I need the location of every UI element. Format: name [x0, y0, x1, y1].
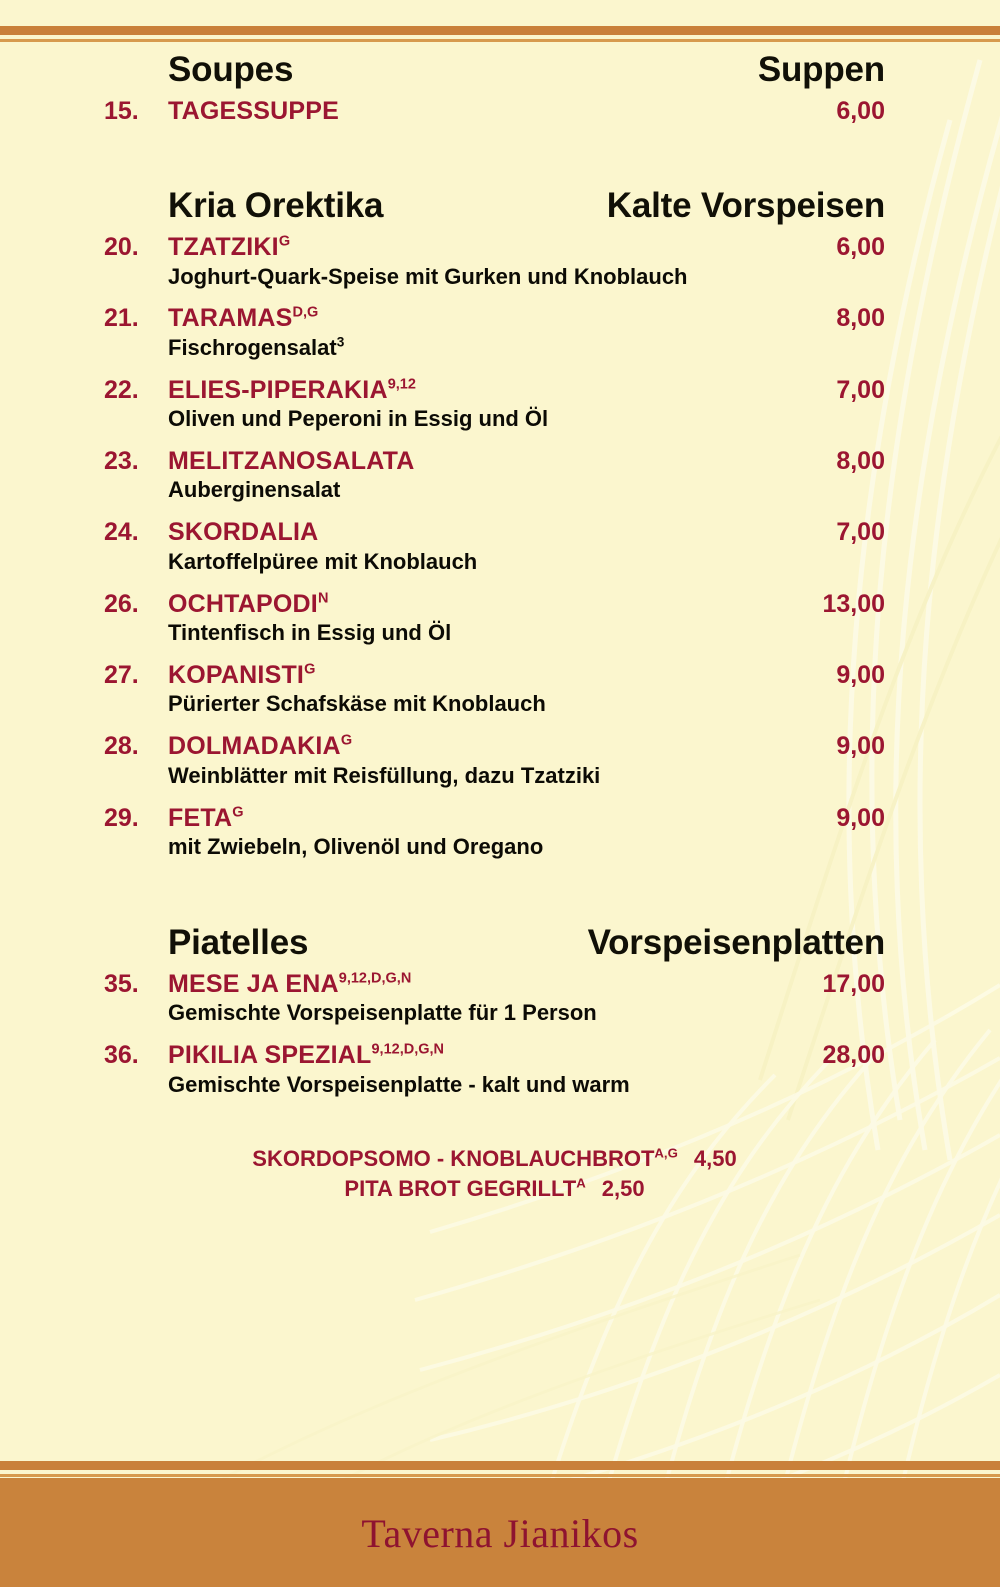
item-title-row	[168, 804, 885, 834]
item-name-text: TZATZIKI	[168, 233, 279, 261]
item-price: 6,00	[836, 233, 885, 261]
item-body	[168, 304, 885, 361]
item-description-superscript: 3	[336, 334, 345, 350]
section-heading-greek: Piatelles	[168, 922, 309, 962]
section-piatelles	[104, 922, 885, 1098]
item-price: 28,00	[822, 1041, 885, 1070]
item-description-text: Gemischte Vorspeisenplatte für 1 Person	[168, 1000, 597, 1026]
extra-price: 4,50	[693, 1146, 737, 1172]
item-name	[168, 304, 318, 334]
item-description-text: Gemischte Vorspeisenplatte - kalt und warm	[168, 1071, 630, 1097]
item-allergen-superscript: G	[278, 233, 291, 250]
item-number: 27.	[104, 660, 139, 689]
item-body	[168, 376, 885, 433]
item-description-text: Auberginensalat	[168, 477, 341, 503]
item-description-text: Pürierter Schafskäse mit Knoblauch	[168, 691, 546, 717]
item-title-row	[168, 590, 885, 620]
item-description	[168, 763, 885, 790]
item-price: 9,00	[836, 732, 885, 761]
extra-item[interactable]	[104, 1174, 885, 1204]
item-description-text: Joghurt-Quark-Speise mit Gurken und Knoblauch	[168, 263, 688, 289]
menu-item[interactable]	[104, 447, 885, 504]
section-heading-greek: Soupes	[168, 50, 294, 89]
item-number: 29.	[104, 803, 139, 832]
item-name	[168, 970, 411, 1000]
item-name	[168, 661, 315, 691]
item-allergen-superscript: 9,12,D,G,N	[371, 1041, 445, 1058]
item-title-row	[168, 518, 885, 548]
item-name-text: TAGESSUPPE	[168, 96, 340, 125]
item-allergen-superscript: N	[317, 590, 329, 607]
item-allergen-superscript: 9,12	[387, 376, 416, 393]
item-name	[168, 518, 318, 548]
menu-item[interactable]	[104, 970, 885, 1027]
item-description-text: Kartoffelpüree mit Knoblauch	[168, 548, 478, 574]
item-allergen-superscript: G	[232, 804, 244, 821]
item-name	[168, 732, 352, 762]
section-heading-soupes	[104, 52, 885, 89]
bread-extras	[104, 1144, 885, 1203]
top-divider	[0, 26, 1000, 42]
item-number: 28.	[104, 732, 139, 761]
item-description-text: mit Zwiebeln, Olivenöl und Oregano	[168, 834, 544, 860]
item-number: 23.	[104, 446, 139, 475]
item-number: 35.	[104, 969, 139, 998]
item-price: 17,00	[822, 969, 885, 998]
item-allergen-superscript: G	[304, 661, 316, 678]
item-body	[168, 590, 885, 647]
item-description	[168, 620, 885, 647]
bottom-divider	[0, 1461, 1000, 1477]
section-soupes	[104, 52, 885, 126]
item-title-row	[168, 304, 885, 334]
item-description-text: Weinblätter mit Reisfüllung, dazu Tzatziki	[168, 762, 601, 788]
item-body	[168, 804, 885, 861]
top-thin-bar	[0, 39, 1000, 42]
menu-item[interactable]	[104, 97, 885, 127]
top-thick-bar	[0, 26, 1000, 35]
item-body	[168, 661, 885, 718]
menu-item[interactable]	[104, 804, 885, 861]
section-heading-german: Suppen	[757, 50, 885, 89]
item-name-text: DOLMADAKIA	[168, 732, 341, 761]
item-name	[168, 376, 416, 406]
item-name	[168, 804, 244, 834]
item-name-text: FETA	[168, 803, 233, 832]
bottom-thick-bar	[0, 1461, 1000, 1470]
item-name	[168, 447, 414, 477]
item-name	[168, 590, 328, 620]
section-heading-german: Kalte Vorspeisen	[606, 186, 885, 226]
menu-item[interactable]	[104, 661, 885, 718]
item-price: 7,00	[836, 518, 885, 547]
extra-price: 2,50	[601, 1176, 645, 1202]
extra-item[interactable]	[104, 1144, 885, 1174]
section-heading-greek: Kria Orektika	[168, 186, 384, 226]
section-kria-orektika	[104, 188, 885, 861]
item-price: 8,00	[836, 304, 885, 333]
item-body	[168, 447, 885, 504]
item-price: 13,00	[822, 589, 885, 618]
item-title-row	[168, 233, 885, 263]
bottom-thin-bar	[0, 1474, 1000, 1477]
item-allergen-superscript: D,G	[292, 305, 319, 321]
item-body	[168, 1041, 885, 1098]
menu-item[interactable]	[104, 233, 885, 290]
item-description	[168, 1000, 885, 1027]
item-description-text: Oliven und Peperoni in Essig und Öl	[168, 406, 549, 432]
item-price: 8,00	[836, 446, 885, 475]
item-description	[168, 691, 885, 718]
section-heading-german: Vorspeisenplatten	[587, 922, 885, 962]
item-body	[168, 970, 885, 1027]
item-name-text: KOPANISTI	[168, 660, 305, 689]
item-name	[168, 97, 339, 127]
menu-item[interactable]	[104, 1041, 885, 1098]
item-price: 9,00	[836, 803, 885, 832]
item-number: 22.	[104, 375, 139, 404]
footer-band	[0, 1478, 1000, 1587]
menu-item[interactable]	[104, 590, 885, 647]
item-body	[168, 518, 885, 575]
item-number: 24.	[104, 518, 139, 547]
item-allergen-superscript: 9,12,D,G,N	[338, 970, 412, 987]
item-description	[168, 335, 885, 362]
item-title-row	[168, 661, 885, 691]
item-description	[168, 834, 885, 861]
spacer-after-kria-orektika	[104, 861, 885, 925]
item-name-text: PIKILIA SPEZIAL	[168, 1041, 372, 1070]
item-description-text: Fischrogensalat	[168, 334, 337, 360]
extra-allergen-superscript: A,G	[654, 1146, 678, 1162]
item-price: 6,00	[836, 96, 885, 125]
item-name	[168, 1041, 444, 1071]
item-body	[168, 97, 885, 127]
menu-item[interactable]	[104, 732, 885, 789]
item-name-text: MELITZANOSALATA	[168, 446, 415, 475]
item-title-row	[168, 1041, 885, 1071]
item-description	[168, 264, 885, 291]
item-title-row	[168, 97, 885, 127]
item-number: 36.	[104, 1041, 139, 1070]
restaurant-name: Taverna Jianikos	[361, 1510, 639, 1556]
section-heading-kria-orektika	[104, 188, 885, 225]
menu-item[interactable]	[104, 518, 885, 575]
item-description	[168, 406, 885, 433]
item-title-row	[168, 970, 885, 1000]
extra-name: PITA BROT GEGRILLT	[344, 1176, 577, 1202]
item-body	[168, 233, 885, 290]
item-description	[168, 477, 885, 504]
item-number: 15.	[104, 96, 139, 125]
menu-item[interactable]	[104, 376, 885, 433]
item-title-row	[168, 447, 885, 477]
item-description-text: Tintenfisch in Essig und Öl	[168, 620, 452, 646]
item-price: 7,00	[836, 375, 885, 404]
item-name-text: MESE JA ENA	[168, 969, 339, 998]
item-number: 26.	[104, 589, 139, 618]
extra-allergen-superscript: A	[576, 1175, 586, 1191]
item-title-row	[168, 732, 885, 762]
item-name-text: ELIES-PIPERAKIA	[168, 375, 388, 404]
item-name	[168, 233, 290, 263]
item-number: 20.	[104, 233, 139, 261]
item-name-text: TARAMAS	[168, 304, 293, 333]
item-title-row	[168, 376, 885, 406]
spacer-after-soupes	[104, 126, 885, 188]
spacer-after-piatelles	[104, 1098, 885, 1144]
item-name-text: SKORDALIA	[168, 518, 319, 547]
item-description	[168, 549, 885, 576]
item-number: 21.	[104, 304, 139, 333]
section-heading-piatelles	[104, 922, 885, 962]
item-description	[168, 1072, 885, 1099]
menu-item[interactable]	[104, 304, 885, 361]
item-allergen-superscript: G	[340, 732, 353, 749]
item-body	[168, 732, 885, 789]
menu-content	[0, 52, 1000, 1204]
extra-name: SKORDOPSOMO - KNOBLAUCHBROT	[252, 1146, 655, 1172]
item-price: 9,00	[836, 660, 885, 689]
item-name-text: OCHTAPODI	[168, 589, 318, 618]
